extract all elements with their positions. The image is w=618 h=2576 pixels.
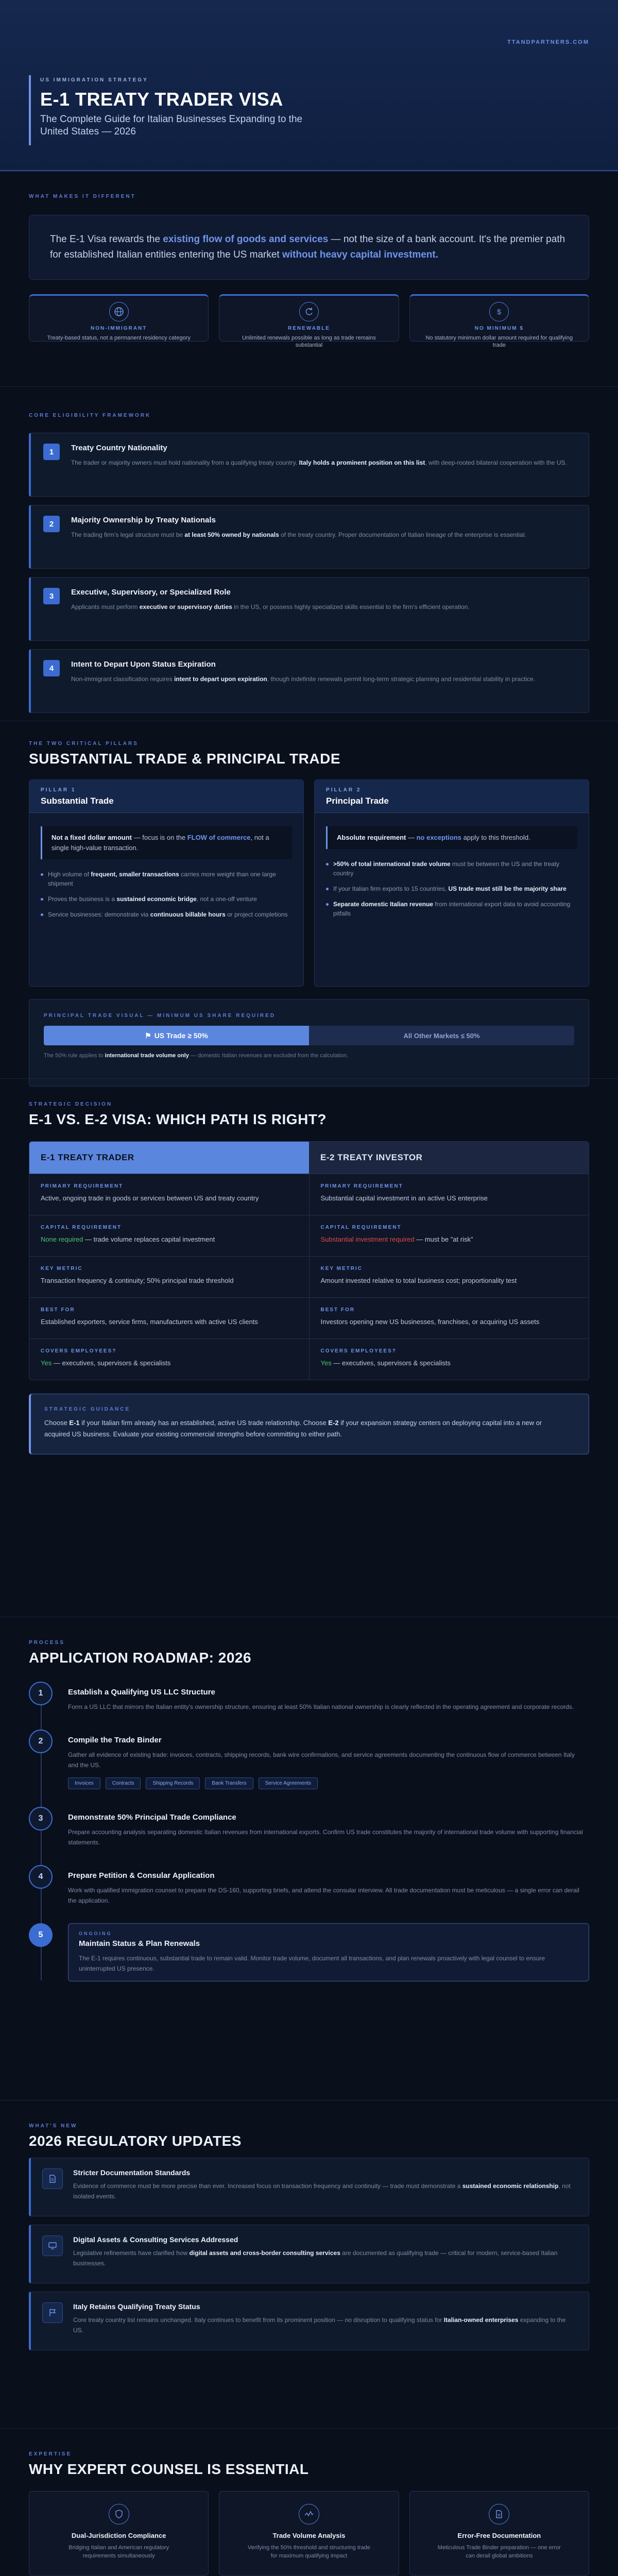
list-item: >50% of total international trade volume must be between the US and the treaty country [326,859,577,878]
eligibility-title: Intent to Depart Upon Status Expiration [71,660,216,669]
dollar-icon [489,302,509,321]
tag-chip: Shipping Records [146,1777,200,1789]
document-icon [42,2168,63,2189]
tag-chip: Service Agreements [259,1777,318,1789]
hero [0,0,618,171]
visual-note: The 50% rule applies to international trade volume only — domestic Italian revenues are excluded from the calculation. [44,1053,349,1059]
tag-chip: Invoices [68,1777,100,1789]
roadmap-section [0,1617,618,2100]
comparison-eyebrow: STRATEGIC DECISION [29,1101,113,1107]
expertise-card [219,2491,399,2575]
strategic-guidance [29,1394,589,1454]
eligibility-title: Executive, Supervisory, or Specialized Role [71,588,231,597]
eligibility-desc: Non-immigrant classification requires intent to depart upon expiration, though indefinite renewals permit long-term strategic planning and residential stability in practice. [71,675,536,683]
regulatory-title: 2026 REGULATORY UPDATES [29,2133,242,2149]
card-title: Error-Free Documentation [457,2532,541,2539]
us-share-segment: ⚑ US Trade ≥ 50% [44,1026,309,1045]
guidance-text: Choose E-1 if your Italian firm already has an established, active US trade relationship. Choose E-2 if your expansion strategy centers on deploying capital into a new or acquired US business. Evaluate your existing commercial strengths before committing to either path. [44,1419,542,1438]
feature-title: NO MINIMUM $ [474,326,524,331]
eligibility-title: Majority Ownership by Treaty Nationals [71,516,216,524]
intro-eyebrow: WHAT MAKES IT DIFFERENT [29,194,136,199]
page-title: E-1 TREATY TRADER VISA [40,89,283,110]
expertise-card [29,2491,209,2575]
update-desc: Evidence of commerce must be more precise than ever. Increased focus on transaction frequency and continuity — trade must demonstrate a sustained economic relationship, not isolated events. [73,2182,571,2200]
list-item: If your Italian firm exports to 15 countries, US trade must still be the majority share [326,884,577,893]
step-desc: Prepare accounting analysis separating domestic Italian revenues from international exports. Confirm US trade constitutes the majority of international trade volume with supporting financial statements. [68,1828,583,1846]
roadmap-step [29,1807,589,1848]
other-share-segment: All Other Markets ≤ 50% [309,1026,574,1045]
column-header-e2: E-2 TREATY INVESTOR [309,1142,589,1174]
pillar-callout: Absolute requirement — no exceptions apply to this threshold. [326,826,577,849]
roadmap-step [29,1730,589,1789]
roadmap-step [29,1923,589,1981]
tag-chip: Contracts [106,1777,141,1789]
comparison-table [29,1141,589,1380]
ongoing-step-box [68,1923,589,1981]
feature-non-immigrant [29,294,209,342]
card-desc: Meticulous Trade Binder preparation — one error can derail global ambitions [437,2545,561,2559]
step-number: 5 [29,1923,53,1947]
regulatory-item [29,2158,589,2216]
page-subtitle: The Complete Guide for Italian Businesses Expanding to the United States — 2026 [40,114,303,137]
monitor-icon [42,2235,63,2256]
card-desc: Verifying the 50% threshold and structuring trade for maximum qualifying impact [248,2545,370,2559]
visual-eyebrow: PRINCIPAL TRADE VISUAL — MINIMUM US SHARE REQUIRED [44,1013,276,1019]
step-desc: Form a US LLC that mirrors the Italian entity's ownership structure, ensuring at least 50% Italian national ownership is clearly reflected in the operating agreement and corporate records. [68,1703,574,1710]
svg-text:$: $ [497,308,502,316]
regulatory-eyebrow: WHAT'S NEW [29,2123,78,2129]
document-icon [489,2504,509,2524]
step-number: 4 [43,660,60,676]
shield-icon [109,2504,129,2524]
principal-trade-visual [29,999,589,1087]
eligibility-desc: Applicants must perform executive or supervisory duties in the US, or possess highly specialized skills essential to the firm's efficient operation. [71,603,470,611]
flag-icon [42,2302,63,2323]
feature-desc: No statutory minimum dollar amount required for qualifying trade [425,335,573,348]
update-title: Digital Assets & Consulting Services Addressed [73,2235,238,2244]
regulatory-item [29,2292,589,2350]
table-row: COVERS EMPLOYEES? Yes — executives, supervisors & specialists COVERS EMPLOYEES? Yes — executives, supervisors & specialists [29,1338,589,1380]
comparison-title: E-1 VS. E-2 VISA: WHICH PATH IS RIGHT? [29,1111,327,1127]
list-item: Separate domestic Italian revenue from international export data to avoid accounting pitfalls [326,900,577,918]
feature-title: RENEWABLE [288,326,330,331]
trade-share-bar [44,1026,574,1045]
expertise-section [0,2428,618,2576]
eligibility-item [29,433,589,497]
roadmap-title: APPLICATION ROADMAP: 2026 [29,1650,252,1666]
list-item: Proves the business is a sustained economic bridge, not a one-off venture [41,894,292,904]
feature-no-minimum [409,294,589,348]
table-row: BEST FOR Established exporters, service firms, manufacturers with active US clients BEST FOR Investors opening new US businesses, franchises, or acquiring US assets [29,1297,589,1338]
step-number: 4 [29,1865,53,1889]
step-title: Establish a Qualifying US LLC Structure [68,1688,215,1697]
update-desc: Legislative refinements have clarified how digital assets and cross-border consulting services are documented as qualifying trade — critical for modern, service-based Italian businesses. [73,2249,558,2267]
card-desc: Bridging Italian and American regulatory requirements simultaneously [68,2545,169,2559]
update-desc: Core treaty country list remains unchanged. Italy continues to benefit from its prominent position — no disruption to qualifying status for Italian-owned enterprises expanding to the US. [73,2316,566,2334]
step-desc: Work with qualified immigration counsel to prepare the DS-160, supporting briefs, and attend the consular interview. All trade documentation must be meticulous — a single error can derail the application. [68,1887,579,1904]
roadmap-step [29,1682,589,1712]
feature-title: NON-IMMIGRANT [91,326,147,331]
ongoing-badge: ONGOING [79,1931,112,1936]
step-number: 1 [29,1682,53,1705]
site-url[interactable]: TTANDPARTNERS.COM [507,39,589,45]
step-title: Maintain Status & Plan Renewals [79,1939,200,1948]
pillar-title: Substantial Trade [41,796,114,806]
step-title: Compile the Trade Binder [68,1736,162,1744]
expertise-card [409,2491,589,2575]
pillar-eyebrow: PILLAR 1 [41,787,76,793]
pillar-eyebrow: PILLAR 2 [326,787,362,793]
intro-lead [29,215,589,280]
update-title: Italy Retains Qualifying Treaty Status [73,2302,200,2311]
step-title: Demonstrate 50% Principal Trade Compliance [68,1813,236,1822]
comparison-section [0,1078,618,1617]
roadmap-step [29,1865,589,1906]
pillar-principal-trade [314,779,589,987]
lead-text: — not the size of a bank account. It's the premier path for established Italian entities entering the US market [50,234,565,260]
step-number: 3 [29,1807,53,1831]
eligibility-title: Treaty Country Nationality [71,444,167,452]
step-number: 2 [29,1730,53,1753]
eligibility-section [0,386,618,721]
step-number: 1 [43,444,60,460]
pillars-title: SUBSTANTIAL TRADE & PRINCIPAL TRADE [29,751,340,767]
lead-text: The E-1 Visa rewards the [50,234,163,245]
expertise-eyebrow: EXPERTISE [29,2451,72,2457]
hero-eyebrow: US IMMIGRATION STRATEGY [40,77,148,83]
step-desc: Gather all evidence of existing trade: invoices, contracts, shipping records, bank wire confirmations, and service agreements documenting the continuous flow of commerce between Italy and the US. [68,1751,575,1769]
eligibility-desc: The trading firm's legal structure must be at least 50% owned by nationals of the treaty country. Proper documentation of Italian lineage of the enterprise is essential. [71,531,526,538]
step-title: Prepare Petition & Consular Application [68,1871,215,1880]
lead-highlight: without heavy capital investment. [282,249,438,260]
expertise-title: WHY EXPERT COUNSEL IS ESSENTIAL [29,2461,309,2477]
eligibility-eyebrow: CORE ELIGIBILITY FRAMEWORK [29,413,151,418]
eligibility-item [29,505,589,569]
pillar-callout: Not a fixed dollar amount — focus is on the FLOW of commerce, not a single high-value transaction. [41,826,292,859]
pillars-eyebrow: THE TWO CRITICAL PILLARS [29,741,139,747]
update-title: Stricter Documentation Standards [73,2168,191,2177]
eligibility-item [29,649,589,713]
regulatory-section [0,2100,618,2428]
table-row: CAPITAL REQUIREMENT None required — trade volume replaces capital investment CAPITAL REQUIREMENT Substantial investment required — must be "at risk" [29,1215,589,1256]
table-row: KEY METRIC Transaction frequency & continuity; 50% principal trade threshold KEY METRIC Amount invested relative to total business cost; proportionality test [29,1256,589,1297]
column-header-e1: E-1 TREATY TRADER [29,1142,309,1174]
guidance-eyebrow: STRATEGIC GUIDANCE [44,1406,131,1412]
hero-accent-bar [29,75,31,145]
table-row: PRIMARY REQUIREMENT Active, ongoing trade in goods or services between US and treaty country PRIMARY REQUIREMENT Substantial capital investment in an active US enterprise [29,1174,589,1215]
regulatory-item [29,2225,589,2283]
feature-desc: Unlimited renewals possible as long as trade remains substantial [242,335,376,348]
flag-icon: ⚑ [145,1031,151,1040]
chart-icon [299,2504,319,2524]
list-item: Service businesses: demonstrate via continuous billable hours or project completions [41,910,292,919]
tag-chip: Bank Transfers [205,1777,253,1789]
eligibility-item [29,577,589,641]
list-item: High volume of frequent, smaller transactions carries more weight than one large shipment [41,870,292,888]
pillar-substantial-trade [29,779,304,987]
lead-highlight: existing flow of goods and services [163,234,329,245]
feature-desc: Treaty-based status, not a permanent residency category [47,335,191,341]
feature-renewable [219,294,399,348]
step-desc: The E-1 requires continuous, substantial trade to remain valid. Monitor trade volume, document all transactions, and plan renewals proactively with legal counsel to ensure uninterrupted US presence. [79,1955,545,1972]
card-title: Dual-Jurisdiction Compliance [71,2532,166,2539]
card-title: Trade Volume Analysis [272,2532,346,2539]
roadmap-eyebrow: PROCESS [29,1640,65,1646]
globe-icon [109,302,129,321]
pillar-title: Principal Trade [326,796,389,806]
pillars-section [0,721,618,1078]
step-number: 2 [43,516,60,532]
refresh-icon [299,302,319,321]
eligibility-desc: The trader or majority owners must hold nationality from a qualifying treaty country. Italy holds a prominent position on this list, with deep-rooted bilateral cooperation with the US. [71,459,567,466]
step-number: 3 [43,588,60,604]
intro-section [0,171,618,386]
